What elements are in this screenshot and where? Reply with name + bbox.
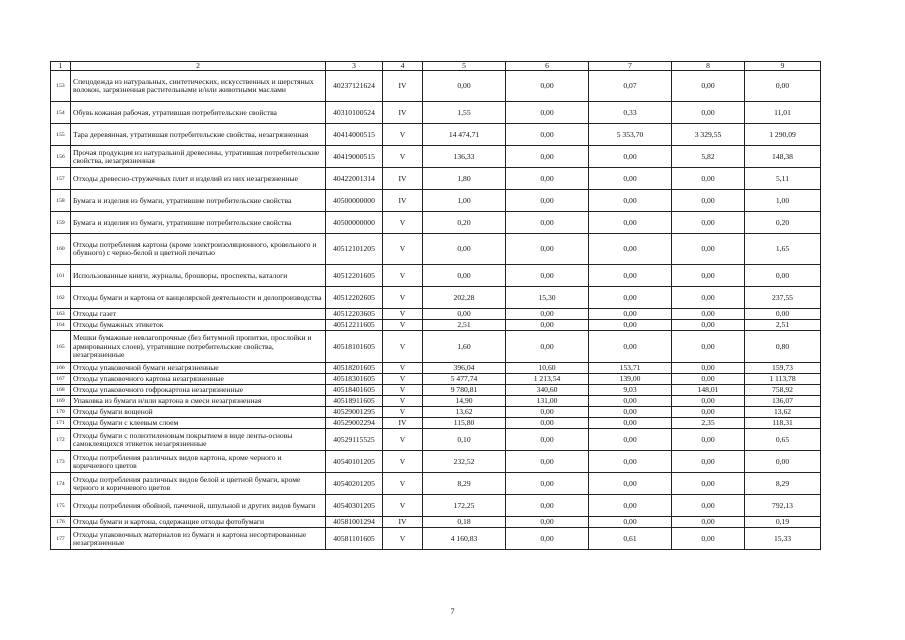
waste-name: Отходы потребления различных видов картона, кроме черного и коричневого цветов (71, 451, 326, 473)
value-col-9: 8,29 (745, 473, 821, 495)
value-col-6: 0,00 (506, 495, 589, 517)
waste-name: Отходы бумаги и картона, содержащие отходы фотобумаги (71, 517, 326, 528)
hazard-class: V (383, 385, 423, 396)
value-col-7: 9,03 (589, 385, 672, 396)
hazard-class: IV (383, 71, 423, 102)
hazard-class: V (383, 473, 423, 495)
value-col-5: 0,00 (423, 309, 506, 320)
table-row (51, 528, 821, 550)
table-row (51, 309, 821, 320)
value-col-8: 148,01 (672, 385, 745, 396)
value-col-5: 9 780,81 (423, 385, 506, 396)
value-col-7: 0,00 (589, 407, 672, 418)
hazard-class: V (383, 124, 423, 146)
row-number: 155 (51, 124, 71, 146)
value-col-9: 0,00 (745, 265, 821, 287)
waste-name: Упаковка из бумаги и/или картона в смеси незагрязненная (71, 396, 326, 407)
waste-name: Обувь кожаная рабочая, утратившая потребительские свойства (71, 102, 326, 124)
value-col-6: 0,00 (506, 418, 589, 429)
waste-code: 40529115525 (326, 429, 383, 451)
value-col-6: 0,00 (506, 168, 589, 190)
value-col-9: 758,92 (745, 385, 821, 396)
waste-name: Спецодежда из натуральных, синтетических, искусственных и шерстяных волокон, загрязненная растительными и/или животными маслами (71, 71, 326, 102)
value-col-5: 0,00 (423, 265, 506, 287)
table-row (51, 418, 821, 429)
row-number: 171 (51, 418, 71, 429)
value-col-7: 0,00 (589, 146, 672, 168)
value-col-7: 153,71 (589, 363, 672, 374)
row-number: 158 (51, 190, 71, 212)
waste-code: 40540201205 (326, 473, 383, 495)
value-col-5: 8,29 (423, 473, 506, 495)
value-col-7: 0,00 (589, 396, 672, 407)
value-col-8: 0,00 (672, 309, 745, 320)
table-row (51, 374, 821, 385)
hazard-class: V (383, 528, 423, 550)
waste-name: Прочая продукция из натуральной древесины, утратившая потребительские свойства, незагрязненная (71, 146, 326, 168)
value-col-7: 0,00 (589, 451, 672, 473)
value-col-8: 0,00 (672, 331, 745, 363)
hazard-class: V (383, 234, 423, 265)
value-col-9: 792,13 (745, 495, 821, 517)
value-col-8: 0,00 (672, 495, 745, 517)
value-col-9: 1 113,78 (745, 374, 821, 385)
value-col-6: 0,00 (506, 517, 589, 528)
waste-code: 40512211605 (326, 320, 383, 331)
waste-code: 40512201605 (326, 265, 383, 287)
value-col-5: 202,28 (423, 287, 506, 309)
row-number: 170 (51, 407, 71, 418)
column-header: 1 (51, 62, 71, 71)
value-col-6: 10,60 (506, 363, 589, 374)
value-col-6: 15,30 (506, 287, 589, 309)
row-number: 175 (51, 495, 71, 517)
row-number: 154 (51, 102, 71, 124)
value-col-9: 13,62 (745, 407, 821, 418)
row-number: 172 (51, 429, 71, 451)
value-col-7: 0,00 (589, 168, 672, 190)
hazard-class: IV (383, 418, 423, 429)
hazard-class: IV (383, 517, 423, 528)
row-number: 173 (51, 451, 71, 473)
column-header: 8 (672, 62, 745, 71)
waste-name: Отходы газет (71, 309, 326, 320)
column-header: 9 (745, 62, 821, 71)
hazard-class: V (383, 146, 423, 168)
value-col-5: 5 477,74 (423, 374, 506, 385)
value-col-9: 0,20 (745, 212, 821, 234)
value-col-9: 0,19 (745, 517, 821, 528)
waste-name: Отходы бумаги и картона от канцелярской деятельности и делопроизводства (71, 287, 326, 309)
hazard-class: V (383, 320, 423, 331)
value-col-5: 13,62 (423, 407, 506, 418)
value-col-5: 232,52 (423, 451, 506, 473)
value-col-7: 0,00 (589, 234, 672, 265)
value-col-7: 0,61 (589, 528, 672, 550)
row-number: 159 (51, 212, 71, 234)
table-row (51, 124, 821, 146)
value-col-5: 1,00 (423, 190, 506, 212)
value-col-8: 0,00 (672, 429, 745, 451)
table-row (51, 473, 821, 495)
hazard-class: V (383, 287, 423, 309)
value-col-6: 0,00 (506, 309, 589, 320)
value-col-5: 115,80 (423, 418, 506, 429)
value-col-9: 1 290,09 (745, 124, 821, 146)
value-col-9: 2,51 (745, 320, 821, 331)
waste-code: 40310100524 (326, 102, 383, 124)
value-col-6: 0,00 (506, 331, 589, 363)
row-number: 166 (51, 363, 71, 374)
hazard-class: IV (383, 168, 423, 190)
column-header: 6 (506, 62, 589, 71)
table-row (51, 71, 821, 102)
value-col-6: 0,00 (506, 212, 589, 234)
value-col-5: 0,00 (423, 71, 506, 102)
value-col-6: 340,60 (506, 385, 589, 396)
hazard-class: IV (383, 102, 423, 124)
value-col-6: 0,00 (506, 451, 589, 473)
row-number: 177 (51, 528, 71, 550)
value-col-7: 0,07 (589, 71, 672, 102)
row-number: 168 (51, 385, 71, 396)
value-col-6: 0,00 (506, 265, 589, 287)
waste-code: 40237121624 (326, 71, 383, 102)
waste-name: Бумага и изделия из бумаги, утратившие потребительские свойства (71, 212, 326, 234)
value-col-8: 0,00 (672, 473, 745, 495)
value-col-9: 148,38 (745, 146, 821, 168)
value-col-5: 136,33 (423, 146, 506, 168)
value-col-6: 0,00 (506, 124, 589, 146)
value-col-6: 0,00 (506, 146, 589, 168)
table-row (51, 451, 821, 473)
waste-name: Отходы потребления различных видов белой и цветной бумаги, кроме черного и коричневого цветов (71, 473, 326, 495)
table-row (51, 429, 821, 451)
waste-code: 40512202605 (326, 287, 383, 309)
waste-name: Бумага и изделия из бумаги, утратившие потребительские свойства (71, 190, 326, 212)
table-row (51, 363, 821, 374)
value-col-7: 0,33 (589, 102, 672, 124)
row-number: 157 (51, 168, 71, 190)
value-col-5: 172,25 (423, 495, 506, 517)
hazard-class: V (383, 396, 423, 407)
value-col-5: 14,90 (423, 396, 506, 407)
value-col-9: 1,65 (745, 234, 821, 265)
page-number: 7 (450, 607, 455, 616)
value-col-7: 0,00 (589, 331, 672, 363)
waste-code: 40581001294 (326, 517, 383, 528)
hazard-class: V (383, 212, 423, 234)
value-col-8: 0,00 (672, 168, 745, 190)
value-col-8: 0,00 (672, 320, 745, 331)
value-col-5: 0,20 (423, 212, 506, 234)
value-col-6: 0,00 (506, 429, 589, 451)
waste-name: Отходы потребления картона (кроме электроизоляционного, кровельного и обувного) с черно-белой и цветной печатью (71, 234, 326, 265)
waste-name: Отходы бумаги вощеной (71, 407, 326, 418)
value-col-7: 5 353,70 (589, 124, 672, 146)
value-col-9: 0,00 (745, 309, 821, 320)
hazard-class: V (383, 451, 423, 473)
value-col-5: 396,04 (423, 363, 506, 374)
table-row (51, 407, 821, 418)
row-number: 165 (51, 331, 71, 363)
table-row (51, 517, 821, 528)
hazard-class: V (383, 429, 423, 451)
value-col-8: 2,35 (672, 418, 745, 429)
table-row (51, 234, 821, 265)
hazard-class: V (383, 407, 423, 418)
waste-code: 40500000000 (326, 212, 383, 234)
value-col-5: 14 474,71 (423, 124, 506, 146)
table-row (51, 190, 821, 212)
waste-code: 40518101605 (326, 331, 383, 363)
value-col-6: 0,00 (506, 234, 589, 265)
waste-code: 40518911605 (326, 396, 383, 407)
table-row (51, 265, 821, 287)
table-body (51, 62, 821, 550)
value-col-7: 0,00 (589, 495, 672, 517)
value-col-6: 0,00 (506, 71, 589, 102)
value-col-7: 0,00 (589, 473, 672, 495)
row-number: 167 (51, 374, 71, 385)
waste-name: Отходы бумаги с полиэтиленовым покрытием в виде ленты-основы самоклеящихся этикеток незагрязненные (71, 429, 326, 451)
table-row (51, 396, 821, 407)
value-col-9: 237,55 (745, 287, 821, 309)
waste-name: Использованные книги, журналы, брошюры, проспекты, каталоги (71, 265, 326, 287)
hazard-class: IV (383, 190, 423, 212)
value-col-9: 11,01 (745, 102, 821, 124)
waste-code: 40529002294 (326, 418, 383, 429)
row-number: 153 (51, 71, 71, 102)
value-col-6: 1 213,54 (506, 374, 589, 385)
value-col-8: 0,00 (672, 374, 745, 385)
value-col-5: 2,51 (423, 320, 506, 331)
waste-name: Отходы упаковочного гофрокартона незагрязненные (71, 385, 326, 396)
value-col-8: 0,00 (672, 396, 745, 407)
value-col-8: 0,00 (672, 363, 745, 374)
value-col-9: 0,65 (745, 429, 821, 451)
value-col-5: 0,00 (423, 234, 506, 265)
waste-code: 40518401605 (326, 385, 383, 396)
value-col-5: 0,10 (423, 429, 506, 451)
waste-name: Отходы древесно-стружечных плит и изделий из них незагрязненные (71, 168, 326, 190)
hazard-class: V (383, 363, 423, 374)
waste-name: Мешки бумажные невлагопрочные (без битумной пропитки, прослойки и армированных слоев), утратившие потребительские свойства, незагрязненные (71, 331, 326, 363)
column-header: 4 (383, 62, 423, 71)
value-col-5: 1,60 (423, 331, 506, 363)
waste-code: 40540301205 (326, 495, 383, 517)
value-col-7: 139,00 (589, 374, 672, 385)
value-col-7: 0,00 (589, 320, 672, 331)
value-col-7: 0,00 (589, 309, 672, 320)
value-col-8: 0,00 (672, 212, 745, 234)
row-number: 164 (51, 320, 71, 331)
value-col-6: 0,00 (506, 320, 589, 331)
value-col-9: 5,11 (745, 168, 821, 190)
value-col-8: 3 329,55 (672, 124, 745, 146)
waste-code: 40419000515 (326, 146, 383, 168)
value-col-9: 118,31 (745, 418, 821, 429)
waste-name: Отходы бумаги с клеевым слоем (71, 418, 326, 429)
waste-code: 40529001295 (326, 407, 383, 418)
hazard-class: V (383, 495, 423, 517)
row-number: 163 (51, 309, 71, 320)
value-col-6: 131,00 (506, 396, 589, 407)
waste-name: Отходы потребления обойной, пачечной, шпульной и других видов бумаги (71, 495, 326, 517)
value-col-7: 0,00 (589, 517, 672, 528)
value-col-5: 0,18 (423, 517, 506, 528)
waste-name: Отходы упаковочного картона незагрязненные (71, 374, 326, 385)
row-number: 162 (51, 287, 71, 309)
table-row (51, 385, 821, 396)
column-header: 5 (423, 62, 506, 71)
value-col-9: 0,80 (745, 331, 821, 363)
column-header: 7 (589, 62, 672, 71)
waste-code: 40518301605 (326, 374, 383, 385)
value-col-6: 0,00 (506, 473, 589, 495)
value-col-7: 0,00 (589, 212, 672, 234)
value-col-6: 0,00 (506, 407, 589, 418)
table-row (51, 212, 821, 234)
waste-code: 40581101605 (326, 528, 383, 550)
table-row (51, 102, 821, 124)
value-col-6: 0,00 (506, 528, 589, 550)
waste-name: Отходы упаковочных материалов из бумаги и картона несортированные незагрязненные (71, 528, 326, 550)
value-col-8: 0,00 (672, 234, 745, 265)
waste-code: 40512101205 (326, 234, 383, 265)
table-row (51, 146, 821, 168)
value-col-5: 1,55 (423, 102, 506, 124)
hazard-class: V (383, 374, 423, 385)
value-col-9: 1,00 (745, 190, 821, 212)
value-col-7: 0,00 (589, 287, 672, 309)
value-col-8: 0,00 (672, 451, 745, 473)
value-col-9: 0,00 (745, 71, 821, 102)
column-header: 3 (326, 62, 383, 71)
table-row (51, 168, 821, 190)
value-col-7: 0,00 (589, 190, 672, 212)
waste-name: Тара деревянная, утратившая потребительские свойства, незагрязненная (71, 124, 326, 146)
value-col-9: 136,07 (745, 396, 821, 407)
value-col-8: 0,00 (672, 528, 745, 550)
row-number: 176 (51, 517, 71, 528)
value-col-5: 4 160,83 (423, 528, 506, 550)
value-col-8: 0,00 (672, 517, 745, 528)
hazard-class: V (383, 309, 423, 320)
value-col-9: 0,00 (745, 451, 821, 473)
hazard-class: V (383, 331, 423, 363)
value-col-7: 0,00 (589, 265, 672, 287)
value-col-9: 15,33 (745, 528, 821, 550)
row-number: 161 (51, 265, 71, 287)
value-col-8: 0,00 (672, 190, 745, 212)
hazard-class: V (383, 265, 423, 287)
row-number: 169 (51, 396, 71, 407)
value-col-8: 0,00 (672, 265, 745, 287)
value-col-6: 0,00 (506, 190, 589, 212)
waste-code: 40518201605 (326, 363, 383, 374)
waste-table (50, 61, 821, 550)
waste-code: 40540101205 (326, 451, 383, 473)
value-col-8: 0,00 (672, 102, 745, 124)
table-row (51, 495, 821, 517)
value-col-8: 0,00 (672, 287, 745, 309)
row-number: 160 (51, 234, 71, 265)
waste-code: 40500000000 (326, 190, 383, 212)
value-col-9: 159,73 (745, 363, 821, 374)
value-col-8: 5,82 (672, 146, 745, 168)
waste-code: 40512203605 (326, 309, 383, 320)
row-number: 174 (51, 473, 71, 495)
table-row (51, 287, 821, 309)
header-row (51, 62, 821, 71)
value-col-8: 0,00 (672, 407, 745, 418)
value-col-7: 0,00 (589, 418, 672, 429)
waste-code: 40414000515 (326, 124, 383, 146)
table-row (51, 320, 821, 331)
column-header: 2 (71, 62, 326, 71)
value-col-8: 0,00 (672, 71, 745, 102)
waste-name: Отходы бумажных этикеток (71, 320, 326, 331)
value-col-6: 0,00 (506, 102, 589, 124)
row-number: 156 (51, 146, 71, 168)
table-row (51, 331, 821, 363)
value-col-7: 0,00 (589, 429, 672, 451)
value-col-5: 1,80 (423, 168, 506, 190)
waste-name: Отходы упаковочной бумаги незагрязненные (71, 363, 326, 374)
waste-code: 40422001314 (326, 168, 383, 190)
